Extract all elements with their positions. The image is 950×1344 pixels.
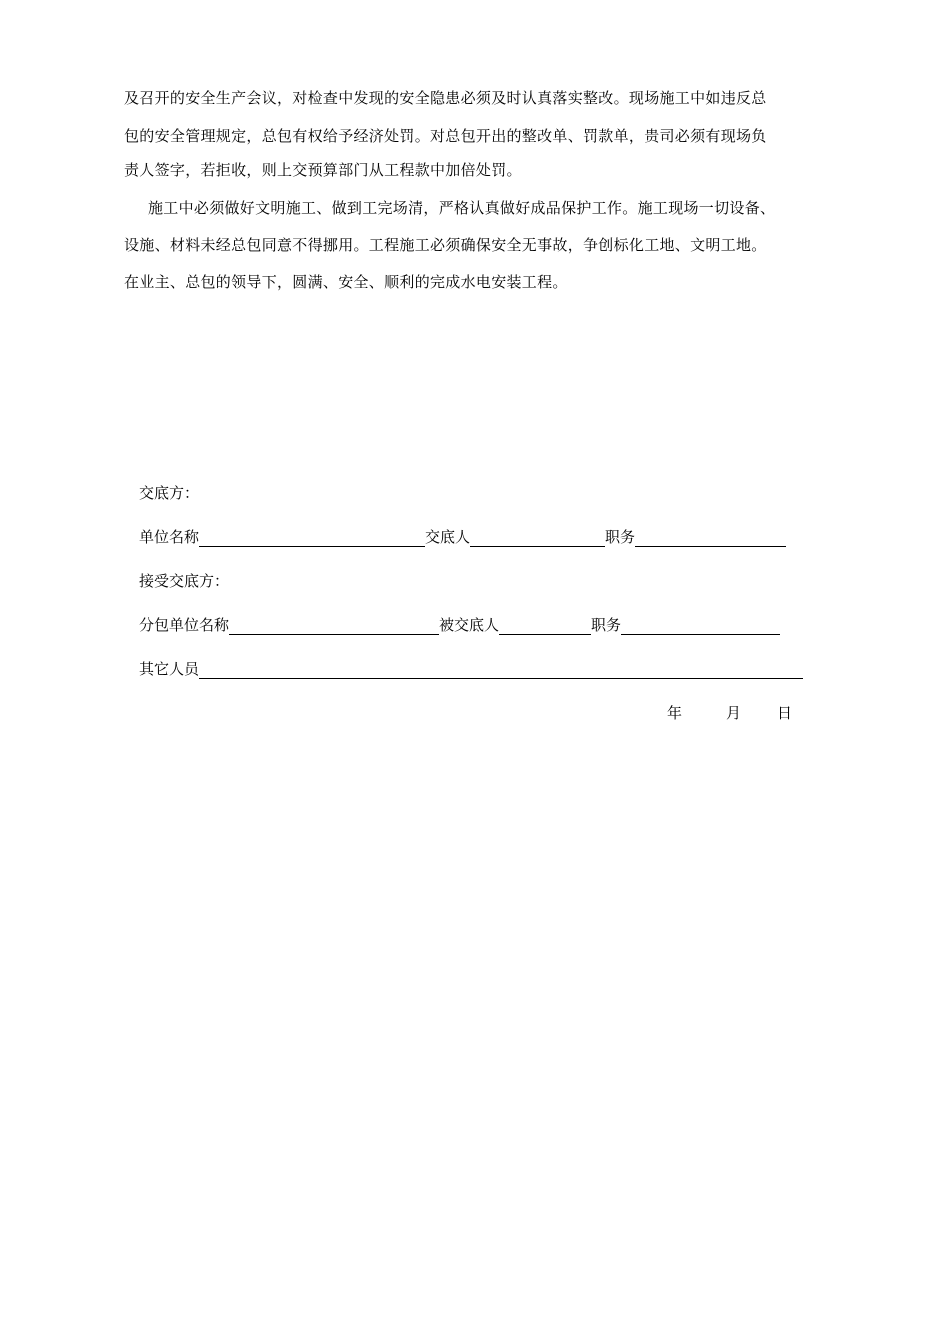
others-label: 其它人员 xyxy=(139,660,200,678)
paragraph-line-2: 包的安全管理规定，总包有权给予经济处罚。对总包开出的整改单、罚款单，贵司必须有现场负 xyxy=(124,127,767,145)
receiver-person-blank[interactable] xyxy=(499,617,591,635)
position-blank-1[interactable] xyxy=(635,529,786,547)
paragraph-line-4: 施工中必须做好文明施工、做到工完场清，严格认真做好成品保护工作。施工现场一切设备、 xyxy=(148,199,776,217)
sub-unit-name-label: 分包单位名称 xyxy=(139,616,230,634)
discloser-row xyxy=(139,527,786,547)
receiver-person-label: 被交底人 xyxy=(439,616,500,634)
date-day: 日 xyxy=(777,704,793,722)
discloser-heading: 交底方： xyxy=(139,484,200,502)
others-blank[interactable] xyxy=(199,661,803,679)
paragraph-line-5: 设施、材料未经总包同意不得挪用。工程施工必须确保安全无事故，争创标化工地、文明工地。 xyxy=(124,236,767,254)
discloser-person-label: 交底人 xyxy=(425,528,471,546)
discloser-person-blank[interactable] xyxy=(470,529,605,547)
date-year: 年 xyxy=(667,704,683,722)
unit-name-blank[interactable] xyxy=(199,529,425,547)
date-month: 月 xyxy=(726,704,742,722)
unit-name-label: 单位名称 xyxy=(139,528,200,546)
position-label-2: 职务 xyxy=(591,616,622,634)
receiver-row xyxy=(139,615,780,635)
position-label-1: 职务 xyxy=(605,528,636,546)
paragraph-line-3: 责人签字，若拒收，则上交预算部门从工程款中加倍处罚。 xyxy=(124,161,522,179)
sub-unit-name-blank[interactable] xyxy=(229,617,439,635)
receiver-heading: 接受交底方： xyxy=(139,572,230,590)
paragraph-line-6: 在业主、总包的领导下，圆满、安全、顺利的完成水电安装工程。 xyxy=(124,273,568,291)
paragraph-line-1: 及召开的安全生产会议，对检查中发现的安全隐患必须及时认真落实整改。现场施工中如违反总 xyxy=(124,89,767,107)
others-row xyxy=(139,659,803,679)
position-blank-2[interactable] xyxy=(621,617,780,635)
